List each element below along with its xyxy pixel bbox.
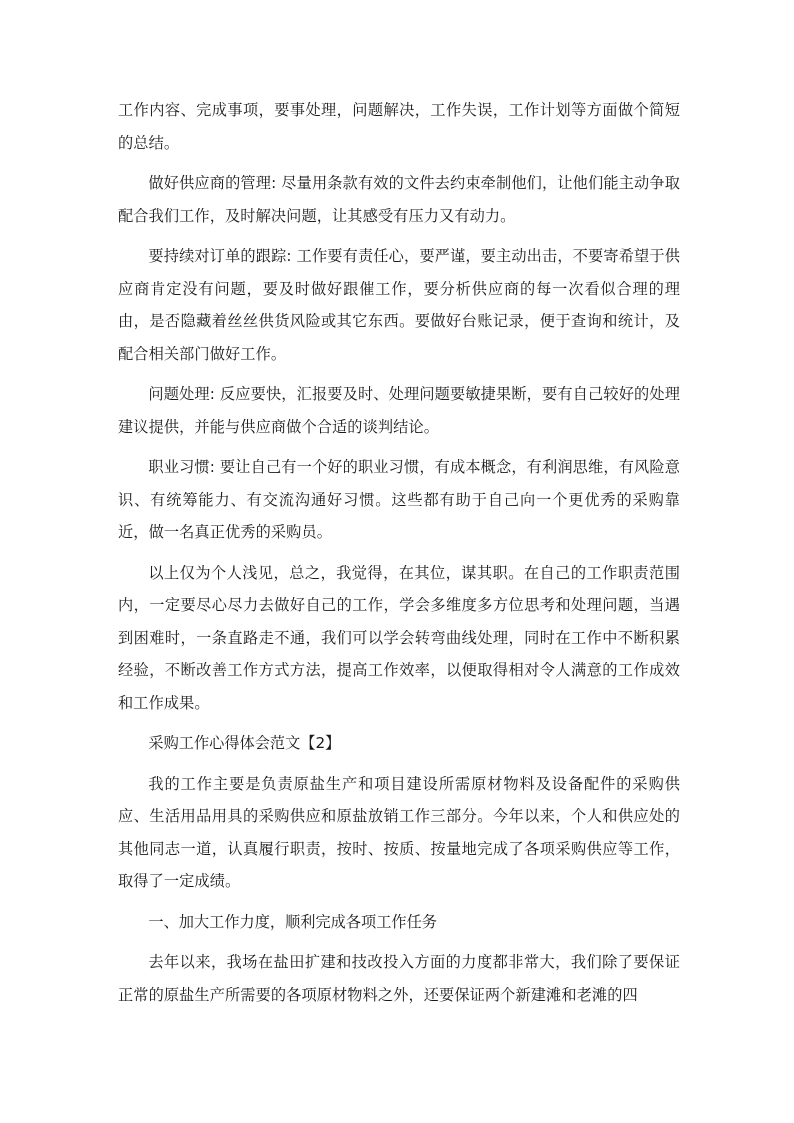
paragraph-supplier-management: 做好供应商的管理: 尽量用条款有效的文件去约束牵制他们，让他们能主动争取配合我们工作，及时解决问题，让其感受有压力又有动力。 <box>118 174 680 225</box>
paragraph-job-description: 我的工作主要是负责原盐生产和项目建设所需原材物料及设备配件的采购供应、生活用品用具的采购供应和原盐放销工作三部分。今年以来，个人和供应处的其他同志一道，认真履行职责，按时、按质、按量地完成了各项采购供应等工作，取得了一定成绩。 <box>118 774 680 890</box>
paragraph-continuation: 工作内容、完成事项，要事处理，问题解决，工作失误，工作计划等方面做个简短的总结。 <box>118 101 680 152</box>
paragraph-order-tracking: 要持续对订单的跟踪: 工作要有责任心，要严谨，要主动出击，不要寄希望于供应商肯定没有问题，要及时做好跟催工作，要分析供应商的每一次看似合理的理由，是否隐藏着丝丝供货风险或其它东西。要做好台账记录，便于查询和统计，及配合相关部门做好工作。 <box>118 247 680 363</box>
paragraph-last-year: 去年以来，我场在盐田扩建和技改投入方面的力度都非常大，我们除了要保证正常的原盐生产所需要的各项原材物料之外，还要保证两个新建滩和老滩的四 <box>118 953 680 1004</box>
subsection-heading: 一、加大工作力度，顺利完成各项工作任务 <box>148 912 437 931</box>
paragraph-conclusion: 以上仅为个人浅见，总之，我觉得，在其位，谋其职。在自己的工作职责范围内，一定要尽心尽力去做好自己的工作，学会多维度多方位思考和处理问题，当遇到困难时，一条直路走不通，我们可以学会转弯曲线处理，同时在工作中不断积累经验，不断改善工作方式方法，提高工作效率，以便取得相对令人满意的工作成效和工作成果。 <box>118 563 680 712</box>
document-body <box>118 94 680 1019</box>
paragraph-professional-habits: 职业习惯: 要让自己有一个好的职业习惯，有成本概念，有利润思维，有风险意识、有统筹能力、有交流沟通好习惯。这些都有助于自己向一个更优秀的采购靠近，做一名真正优秀的采购员。 <box>118 458 680 541</box>
section-title: 采购工作心得体会范文【2】 <box>148 734 341 752</box>
paragraph-problem-handling: 问题处理: 反应要快，汇报要及时、处理问题要敏捷果断，要有自己较好的处理建议提供，并能与供应商做个合适的谈判结论。 <box>118 385 680 436</box>
